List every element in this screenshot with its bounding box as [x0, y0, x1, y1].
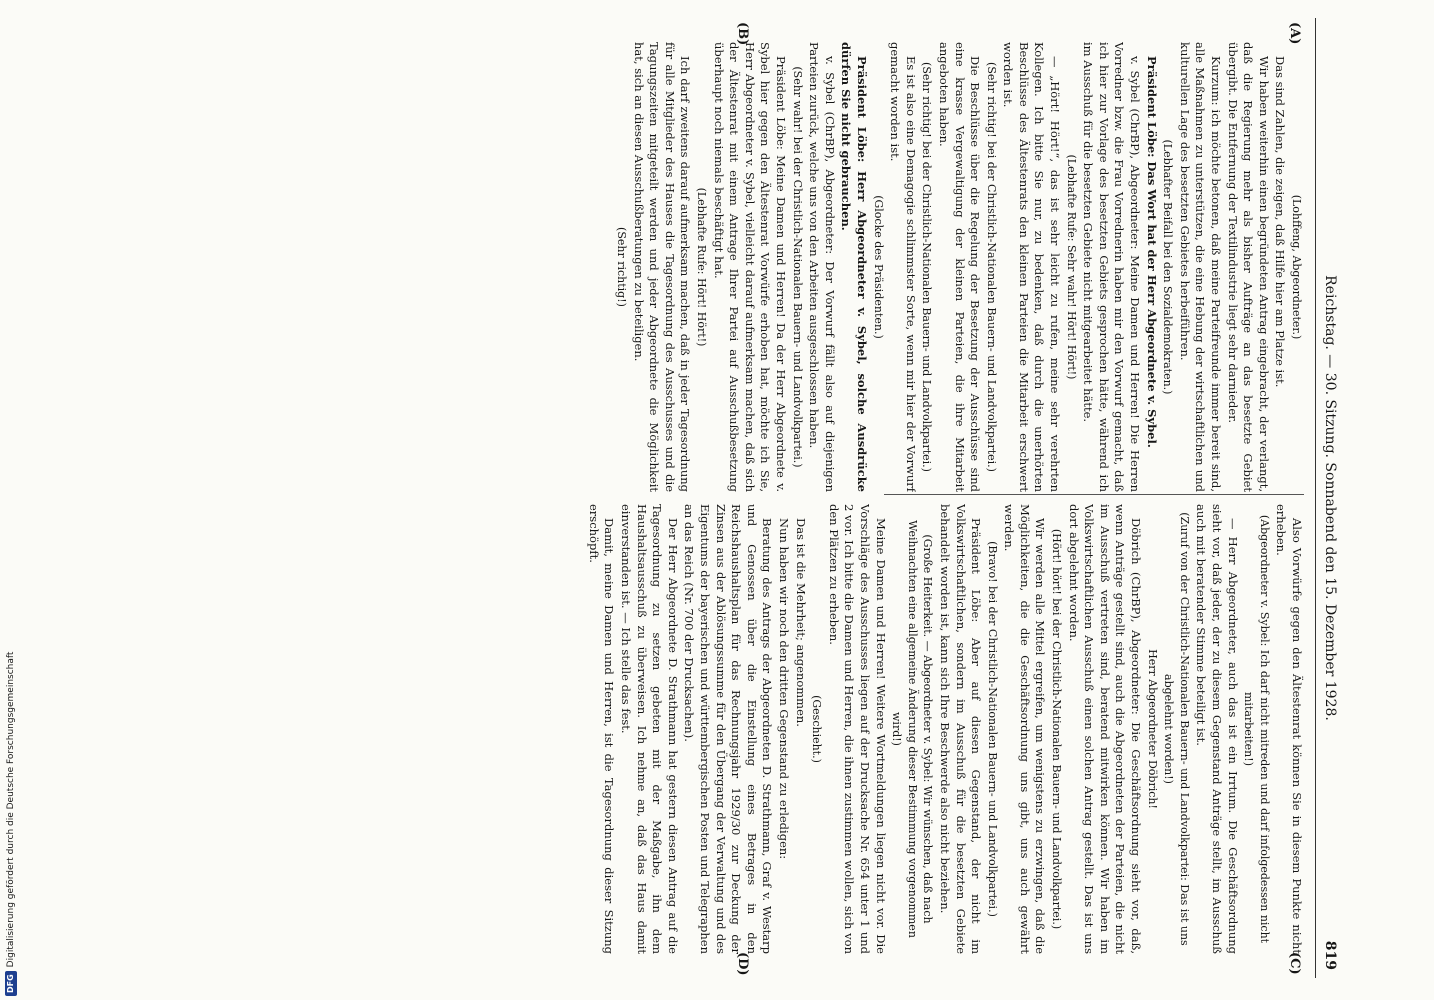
page-header — [1315, 18, 1342, 978]
column-divider — [884, 494, 1304, 495]
paragraph: Die Beschlüsse über die Regelung der Besetzung der Ausschüsse sind eine krasse Vergewaltigung der kleinen Parteien, die ihre Mitarbeit angeboten haben. — [936, 42, 983, 492]
paragraph: (Lebhafte Rufe: Sehr wahr! Hört! Hört!) — [1064, 154, 1078, 380]
paragraph: Damit, meine Damen und Herren, ist die Tagesordnung dieser Sitzung erschöpft. — [586, 504, 617, 954]
paragraph: Präsident Löbe: Herr Abgeordneter v. Sybel, solche Ausdrücke dürfen Sie nicht gebrauchen. — [839, 42, 869, 492]
paragraph: Nun haben wir noch den dritten Gegenstand zu erledigen: — [777, 518, 791, 860]
paragraph: Kurzum: ich möchte betonen, daß meine Parteifreunde immer bereit sind, alle Maßnahmen zu unterstützen, die eine Hebung der wirtschaftlichen und kulturellen Lage des besetzten Gebietes herbeiführen. — [1177, 42, 1224, 492]
document-page — [120, 18, 1342, 978]
paragraph: v. Sybel (ChrBP), Abgeordneter: Der Vorwurf fällt also auf diejenigen Parteien zurück, welche uns von den Arbeiten ausgeschlossen haben. — [807, 42, 837, 492]
left-column — [134, 42, 1304, 492]
paragraph: (Sehr richtig!) — [615, 227, 629, 307]
paragraph: Döbrich (ChrBP), Abgeordneter: Die Geschäftsordnung sieht vor, daß, wenn Anträge gestellt sind, auch die Abgeordneten der Parteien, die nicht im Ausschuß vertreten sind, beratend mitwirken können. Wir haben im Volkswirtschaftlichen Ausschuß einen solchen Antrag gestellt. Das ist uns dort abgelehnt worden. — [1066, 504, 1144, 954]
margin-mark-d: (D) — [735, 952, 750, 976]
page-title: Reichstag. — 30. Sitzung. Sonnabend den 15. Dezember 1928. — [1322, 275, 1338, 721]
margin-mark-c: (C) — [1287, 952, 1302, 975]
paragraph: Präsident Löbe: Meine Damen und Herren! Da der Herr Abgeordnete v. Sybel hier gegen den Ältestenrat Vorwürfe erhoben hat, möchte ich Sie, Herr Abgeordneter v. Sybel, vielleicht darauf aufmerksam machen, daß sich der Ältestenrat mit einem Antrage Ihrer Partei auf Ausschußbesetzung überhaupt noch niemals beschäftigt hat. — [711, 42, 788, 492]
paragraph: Präsident Löbe: Aber auf diesen Gegenstand, der nicht im Volkswirtschaftlichen, sondern im Ausschuß für die besetzten Gebiete behandelt worden ist, kann sich Ihre Beschwerde also nicht beziehen. — [937, 504, 984, 954]
paragraph: Beratung des Antrags der Abgeordneten D. Strathmann, Graf v. Westarp und Genossen über die Einstellung eines Betrages in den Reichshaushaltsplan für das Rechnungsjahr 1929/30 zur Deckung der Zinsen aus der Ablösungssumme für den Übergang der Verwaltung und des Eigentums der bayerischen und württembergischen Posten und Telegraphen an das Reich (Nr. 700 der Drucksachen). — [682, 504, 775, 954]
dfg-logo: DFG — [5, 971, 17, 996]
page-number: 819 — [1322, 940, 1338, 970]
paragraph: (Lebhafter Beifall bei den Sozialdemokraten.) — [1161, 139, 1175, 395]
paragraph: Ich darf zweitens darauf aufmerksam machen, daß in jeder Tagesordnung für alle Mitglieder des Hauses die Tagesordnung des Ausschusses und die Tagungszeiten mitgeteilt werden und jeder Abgeordnete die Möglichkeit hat, sich an diesen Ausschußberatungen zu beteiligen. — [631, 42, 693, 492]
paragraph: v. Sybel (ChrBP), Abgeordneter: Meine Damen und Herren! Die Herren Vorredner bzw. die Frau Vorrednerin haben mir den Vorwurf gemacht, daß ich hier zur Vorlage des besetzten Gebiets gesprochen hätte, während ich im Ausschuß für die besetzten Gebiete nicht mitgearbeitet hätte. — [1081, 42, 1143, 492]
paragraph: Herr Abgeordneter Döbrich! — [1145, 649, 1159, 809]
footer-text: Digitalisierung gefördert durch die Deutsche Forschungsgemeinschaft — [6, 651, 16, 968]
paragraph: Es ist also eine Demagogie schlimmster Sorte, wenn mir hier der Vorwurf gemacht worden ist. — [888, 42, 918, 492]
paragraph: (Bravo! bei der Christlich-Nationalen Bauern- und Landvolkpartei.) — [985, 541, 999, 917]
paragraph: (Lohffeng, Abgeordneter.) — [1290, 194, 1303, 340]
paragraph: Das ist die Mehrheit; angenommen. — [793, 518, 808, 727]
paragraph: (Zuruf von der Christlich-Nationalen Bauern- und Landvolkpartei: Das ist uns abgelehnt worden!) — [1162, 512, 1191, 946]
paragraph: (Glocke des Präsidenten.) — [871, 195, 885, 339]
paragraph: — Herr Abgeordneter, auch das ist ein Irrtum. Die Geschäftsordnung sieht vor, daß jeder, der zu diesem Gegenstand Anträge stellt, im Ausschuß auch mit beratender Stimme beteiligt ist. — [1194, 504, 1240, 954]
paragraph: Also Vorwürfe gegen den Ältestenrat können Sie in diesem Punkte nicht erheben. — [1274, 504, 1304, 954]
paragraph: Wir haben weiterhin einen begründeten Antrag eingebracht, der verlangt, daß die Regierung mehr als bisher Aufträge an das besetzte Gebiet übergibt. Die Entfernung der Textilindustrie liegt sehr darnieder. — [1225, 42, 1271, 492]
paragraph: (Sehr richtig! bei der Christlich-Nationalen Bauern- und Landvolkpartei.) — [984, 62, 998, 472]
paragraph: (Große Heiterkeit. — Abgeordneter v. Sybel: Wir wünschen, daß nach Weihnachten eine allgemeine Änderung dieser Bestimmung vorgenommen wird!) — [890, 520, 935, 938]
paragraph: (Geschieht.) — [810, 695, 824, 763]
digitization-footer — [4, 6, 18, 996]
paragraph: Meine Damen und Herren! Weitere Wortmeldungen liegen nicht vor. Die Vorschläge des Ausschusses liegen auf der Drucksache Nr. 654 unter 1 und 2 vor. Ich bitte die Damen und Herren, die ihnen zustimmen wollen, sich von den Plätzen zu erheben. — [826, 504, 888, 954]
right-column — [134, 504, 1304, 954]
margin-mark-a: (A) — [1287, 22, 1302, 45]
paragraph: (Abgeordneter v. Sybel: Ich darf nicht mitreden und darf infolgedessen nicht mitarbeiten!) — [1242, 514, 1271, 944]
paragraph: (Lebhafte Rufe: Hört! Hört!) — [695, 187, 709, 347]
paragraph: — „Hört! Hört!“, das ist sehr leicht zu rufen, meine sehr verehrten Kollegen. Ich bitte Sie nur, zu bedenken, daß durch die unerhörten Beschlüsse des Ältestenrats den kleinen Parteien die Mitarbeit erschwert worden ist. — [1001, 42, 1063, 492]
paragraph: Wir werden alle Mittel ergreifen, um wenigstens zu erzwingen, daß die Möglichkeiten, die die Geschäftsordnung uns gibt, uns auch gewährt werden. — [1002, 504, 1048, 954]
paragraph: Das sind Zahlen, die zeigen, daß Hilfe hier am Platze ist. — [1273, 56, 1288, 388]
paragraph: Präsident Löbe: Das Wort hat der Herr Abgeordnete v. Sybel. — [1144, 56, 1159, 448]
paragraph: (Sehr richtig! bei der Christlich-Nationalen Bauern- und Landvolkpartei.) — [920, 62, 934, 472]
paragraph: (Sehr wahr! bei der Christlich-Nationalen Bauern- und Landvolkpartei.) — [790, 66, 804, 468]
margin-mark-b: (B) — [735, 22, 750, 46]
paragraph: (Hört! hört! bei der Christlich-Nationalen Bauern- und Landvolkpartei.) — [1050, 528, 1064, 930]
paragraph: Der Herr Abgeordnete D. Strathmann hat gestern diesen Antrag auf die Tagesordnung zu setzen gebeten mit der Maßgabe, ihn dem Haushaltsausschuß zu überweisen. Ich nehme an, daß das Haus damit einverstanden ist. — Ich stelle das fest. — [619, 504, 680, 954]
